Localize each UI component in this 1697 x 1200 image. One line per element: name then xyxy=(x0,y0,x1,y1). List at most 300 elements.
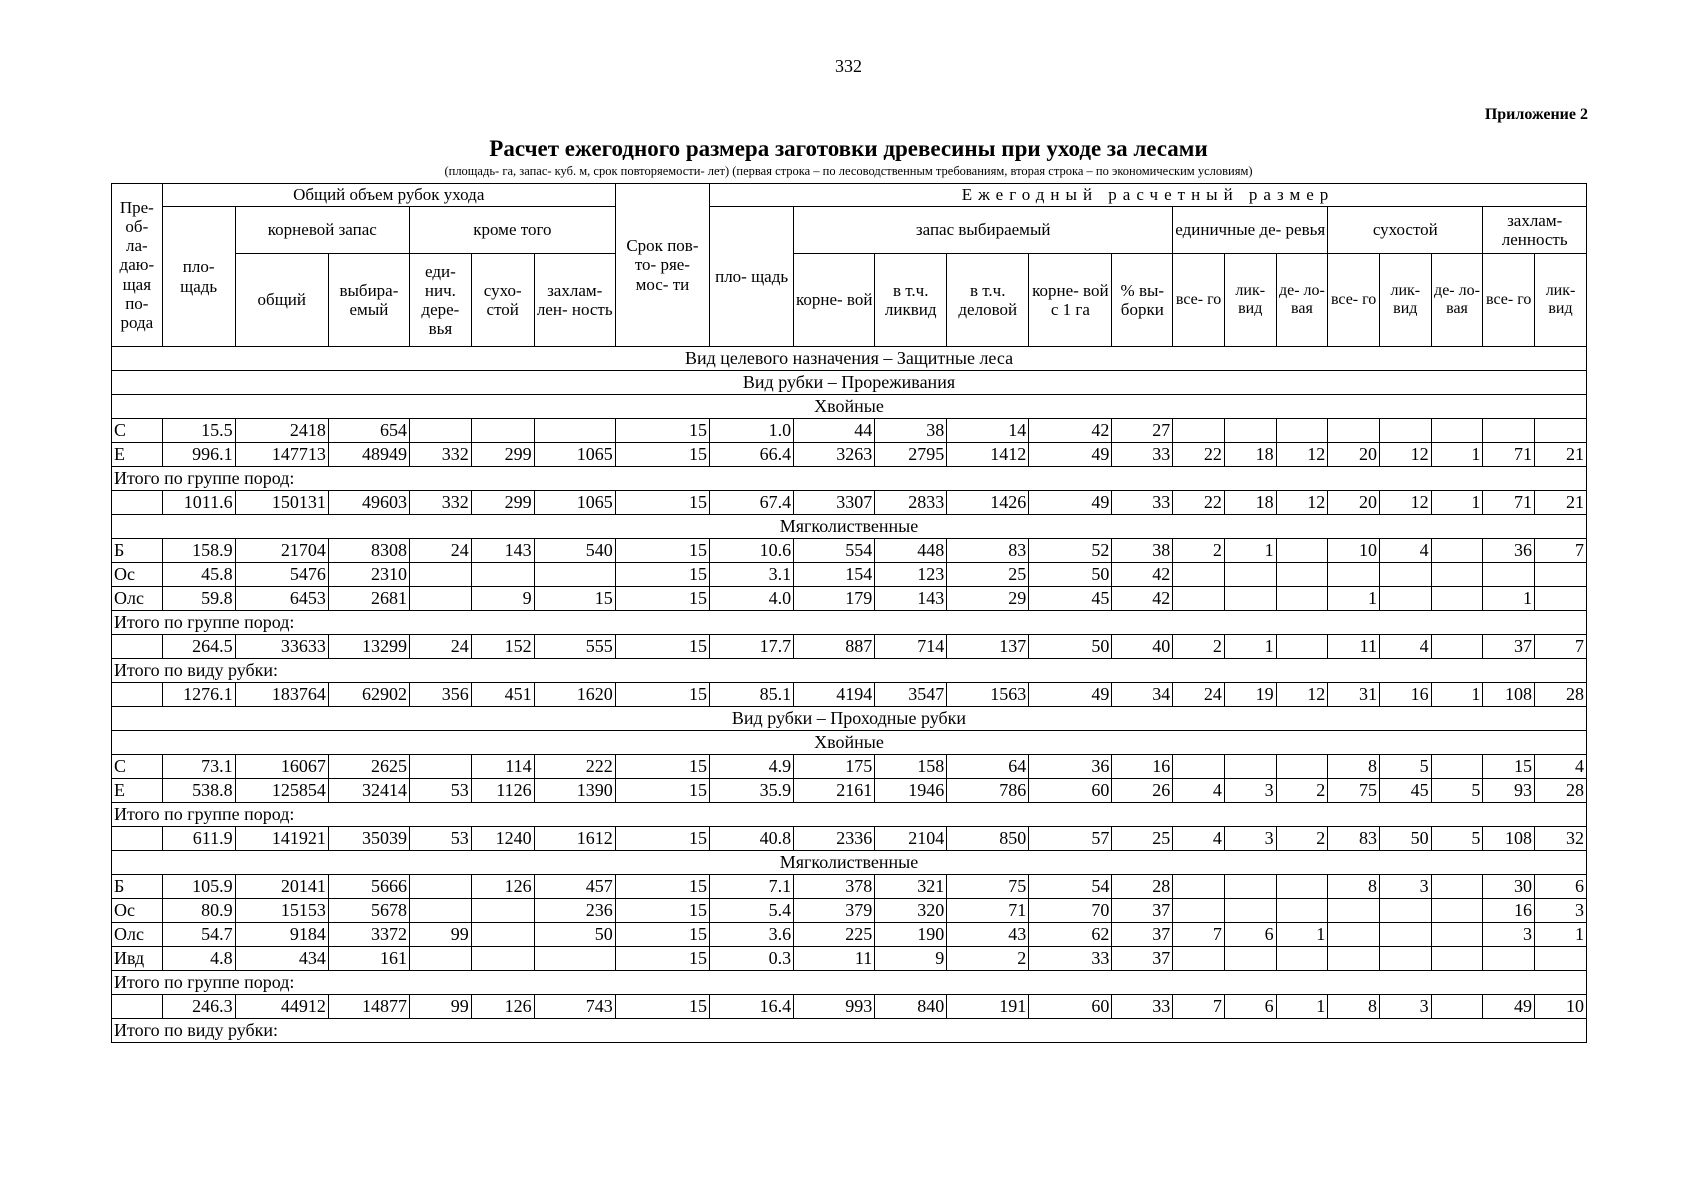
species-cell: Е xyxy=(112,779,163,803)
value-cell: 126 xyxy=(471,995,534,1019)
value-cell: 36 xyxy=(1029,755,1112,779)
value-cell: 15 xyxy=(534,587,615,611)
value-cell: 850 xyxy=(947,827,1029,851)
value-cell: 99 xyxy=(409,923,471,947)
value-cell: 44 xyxy=(794,419,875,443)
value-cell: 15.5 xyxy=(162,419,235,443)
species-cell xyxy=(112,683,163,707)
value-cell: 15 xyxy=(615,587,709,611)
value-cell: 15 xyxy=(615,419,709,443)
value-cell: 236 xyxy=(534,899,615,923)
value-cell: 743 xyxy=(534,995,615,1019)
header-pct-selection: % вы- борки xyxy=(1112,254,1173,347)
value-cell xyxy=(1535,947,1587,971)
table-row xyxy=(112,491,1587,515)
value-cell: 30 xyxy=(1483,875,1535,899)
value-cell: 105.9 xyxy=(162,875,235,899)
value-cell: 2 xyxy=(1173,539,1225,563)
value-cell xyxy=(1431,587,1483,611)
value-cell: 356 xyxy=(409,683,471,707)
value-cell: 3.1 xyxy=(710,563,794,587)
value-cell: 179 xyxy=(794,587,875,611)
value-cell: 5 xyxy=(1431,827,1483,851)
value-cell: 38 xyxy=(1112,539,1173,563)
table-row xyxy=(112,419,1587,443)
value-cell xyxy=(471,899,534,923)
value-cell xyxy=(1276,635,1328,659)
subtotal-label-row xyxy=(112,803,1587,827)
value-cell: 4194 xyxy=(794,683,875,707)
value-cell xyxy=(1431,923,1483,947)
value-cell: 16.4 xyxy=(710,995,794,1019)
value-cell: 191 xyxy=(947,995,1029,1019)
header-root-selected: выбира- емый xyxy=(328,254,409,347)
value-cell: 1 xyxy=(1431,683,1483,707)
header-dead-liquid: лик- вид xyxy=(1379,254,1431,347)
value-cell: 175 xyxy=(794,755,875,779)
value-cell xyxy=(1431,755,1483,779)
value-cell: 18 xyxy=(1224,491,1276,515)
value-cell: 555 xyxy=(534,635,615,659)
value-cell xyxy=(534,563,615,587)
value-cell: 33 xyxy=(1112,443,1173,467)
document-subtitle: (площадь- га, запас- куб. м, срок повторяемости- лет) (первая строка – по лесоводственным требованиям, вторая строка – по экономическим условиям) xyxy=(444,164,1253,178)
section-heading: Вид целевого назначения – Защитные леса xyxy=(112,347,1587,371)
value-cell: 4 xyxy=(1379,635,1431,659)
value-cell: 114 xyxy=(471,755,534,779)
value-cell: 4.9 xyxy=(710,755,794,779)
value-cell: 24 xyxy=(409,635,471,659)
page-number: 332 xyxy=(835,56,862,76)
value-cell: 40.8 xyxy=(710,827,794,851)
value-cell: 42 xyxy=(1112,563,1173,587)
value-cell xyxy=(471,563,534,587)
value-cell: 3307 xyxy=(794,491,875,515)
value-cell xyxy=(1224,899,1276,923)
value-cell: 6 xyxy=(1224,923,1276,947)
value-cell: 123 xyxy=(875,563,947,587)
value-cell: 786 xyxy=(947,779,1029,803)
value-cell xyxy=(1173,875,1225,899)
value-cell: 6453 xyxy=(235,587,328,611)
value-cell: 6 xyxy=(1224,995,1276,1019)
value-cell: 60 xyxy=(1029,995,1112,1019)
section-heading: Вид рубки – Прореживания xyxy=(112,371,1587,395)
header-total-volume: Общий объем рубок ухода xyxy=(162,184,615,207)
value-cell: 14877 xyxy=(328,995,409,1019)
value-cell: 152 xyxy=(471,635,534,659)
value-cell: 52 xyxy=(1029,539,1112,563)
value-cell: 840 xyxy=(875,995,947,1019)
value-cell: 37 xyxy=(1112,947,1173,971)
value-cell xyxy=(1328,563,1380,587)
value-cell: 8 xyxy=(1328,875,1380,899)
value-cell xyxy=(1173,587,1225,611)
species-cell: Ос xyxy=(112,899,163,923)
value-cell: 125854 xyxy=(235,779,328,803)
value-cell: 37 xyxy=(1483,635,1535,659)
value-cell xyxy=(1431,995,1483,1019)
value-cell: 0.3 xyxy=(710,947,794,971)
value-cell xyxy=(1328,419,1380,443)
value-cell: 99 xyxy=(409,995,471,1019)
header-incl-liquid: в т.ч. ликвид xyxy=(875,254,947,347)
value-cell xyxy=(1328,923,1380,947)
table-row xyxy=(112,563,1587,587)
header-single-business: де- ло- вая xyxy=(1276,254,1328,347)
value-cell xyxy=(1276,899,1328,923)
header-single-trees: единичные де- ревья xyxy=(1173,207,1328,254)
species-cell xyxy=(112,491,163,515)
value-cell: 28 xyxy=(1112,875,1173,899)
value-cell: 4 xyxy=(1173,827,1225,851)
section-row xyxy=(112,371,1587,395)
value-cell: 15 xyxy=(615,947,709,971)
value-cell xyxy=(471,923,534,947)
header-besides: кроме того xyxy=(409,207,615,254)
value-cell: 1065 xyxy=(534,491,615,515)
value-cell: 50 xyxy=(534,923,615,947)
value-cell: 16 xyxy=(1379,683,1431,707)
value-cell xyxy=(471,419,534,443)
table-body xyxy=(112,347,1587,1043)
value-cell: 75 xyxy=(947,875,1029,899)
header-area: пло- щадь xyxy=(162,207,235,347)
value-cell: 1946 xyxy=(875,779,947,803)
value-cell: 143 xyxy=(471,539,534,563)
value-cell: 36 xyxy=(1483,539,1535,563)
header-dead-all: все- го xyxy=(1328,254,1380,347)
header-litter-liquid: лик- вид xyxy=(1535,254,1587,347)
value-cell: 75 xyxy=(1328,779,1380,803)
value-cell: 67.4 xyxy=(710,491,794,515)
value-cell: 49 xyxy=(1029,683,1112,707)
value-cell: 20 xyxy=(1328,491,1380,515)
value-cell: 80.9 xyxy=(162,899,235,923)
value-cell: 3 xyxy=(1224,827,1276,851)
value-cell xyxy=(409,419,471,443)
value-cell: 60 xyxy=(1029,779,1112,803)
section-row xyxy=(112,347,1587,371)
value-cell xyxy=(1483,563,1535,587)
subtotal-label-row xyxy=(112,1019,1587,1043)
document-title: Расчет ежегодного размера заготовки древесины при уходе за лесами xyxy=(489,136,1208,161)
value-cell: 15 xyxy=(615,683,709,707)
value-cell: 15153 xyxy=(235,899,328,923)
value-cell: 1.0 xyxy=(710,419,794,443)
value-cell: 1011.6 xyxy=(162,491,235,515)
value-cell xyxy=(1431,875,1483,899)
value-cell: 21 xyxy=(1535,443,1587,467)
value-cell: 15 xyxy=(615,443,709,467)
value-cell: 1 xyxy=(1535,923,1587,947)
value-cell: 24 xyxy=(409,539,471,563)
value-cell: 12 xyxy=(1276,443,1328,467)
value-cell: 332 xyxy=(409,491,471,515)
section-row xyxy=(112,731,1587,755)
value-cell: 1 xyxy=(1276,923,1328,947)
value-cell: 45.8 xyxy=(162,563,235,587)
value-cell: 50 xyxy=(1029,635,1112,659)
value-cell: 27 xyxy=(1112,419,1173,443)
species-cell: Е xyxy=(112,443,163,467)
value-cell: 1 xyxy=(1224,635,1276,659)
table-row xyxy=(112,539,1587,563)
value-cell: 7 xyxy=(1173,995,1225,1019)
value-cell: 264.5 xyxy=(162,635,235,659)
value-cell: 2310 xyxy=(328,563,409,587)
value-cell: 1240 xyxy=(471,827,534,851)
value-cell: 14 xyxy=(947,419,1029,443)
value-cell: 1276.1 xyxy=(162,683,235,707)
value-cell: 7 xyxy=(1535,635,1587,659)
value-cell: 17.7 xyxy=(710,635,794,659)
value-cell: 26 xyxy=(1112,779,1173,803)
value-cell: 1612 xyxy=(534,827,615,851)
subtotal-label: Итого по группе пород: xyxy=(112,971,1587,995)
value-cell: 2104 xyxy=(875,827,947,851)
value-cell xyxy=(1431,563,1483,587)
value-cell: 33 xyxy=(1112,491,1173,515)
section-heading: Мягколиственные xyxy=(112,851,1587,875)
value-cell: 49603 xyxy=(328,491,409,515)
value-cell: 25 xyxy=(947,563,1029,587)
value-cell: 540 xyxy=(534,539,615,563)
value-cell: 49 xyxy=(1029,443,1112,467)
value-cell: 2336 xyxy=(794,827,875,851)
value-cell: 42 xyxy=(1112,587,1173,611)
value-cell: 2418 xyxy=(235,419,328,443)
value-cell: 48949 xyxy=(328,443,409,467)
value-cell: 15 xyxy=(615,491,709,515)
value-cell: 126 xyxy=(471,875,534,899)
value-cell: 3 xyxy=(1483,923,1535,947)
value-cell xyxy=(1379,419,1431,443)
value-cell: 9184 xyxy=(235,923,328,947)
value-cell: 1 xyxy=(1328,587,1380,611)
section-row xyxy=(112,515,1587,539)
value-cell: 70 xyxy=(1029,899,1112,923)
value-cell: 50 xyxy=(1379,827,1431,851)
section-row xyxy=(112,851,1587,875)
value-cell xyxy=(1173,899,1225,923)
value-cell: 1620 xyxy=(534,683,615,707)
value-cell: 1426 xyxy=(947,491,1029,515)
species-cell: Б xyxy=(112,875,163,899)
value-cell: 3372 xyxy=(328,923,409,947)
value-cell xyxy=(1173,563,1225,587)
value-cell: 57 xyxy=(1029,827,1112,851)
value-cell: 457 xyxy=(534,875,615,899)
value-cell: 2681 xyxy=(328,587,409,611)
species-cell xyxy=(112,827,163,851)
value-cell: 40 xyxy=(1112,635,1173,659)
value-cell: 15 xyxy=(615,539,709,563)
species-cell: Олс xyxy=(112,587,163,611)
value-cell xyxy=(1224,419,1276,443)
value-cell: 71 xyxy=(1483,443,1535,467)
header-annual-area: пло- щадь xyxy=(710,207,794,347)
value-cell: 15 xyxy=(615,827,709,851)
value-cell: 7.1 xyxy=(710,875,794,899)
subtotal-label: Итого по группе пород: xyxy=(112,803,1587,827)
subtotal-label-row xyxy=(112,611,1587,635)
value-cell: 5.4 xyxy=(710,899,794,923)
value-cell: 33633 xyxy=(235,635,328,659)
value-cell xyxy=(1431,539,1483,563)
value-cell: 4.8 xyxy=(162,947,235,971)
value-cell: 25 xyxy=(1112,827,1173,851)
value-cell: 15 xyxy=(615,923,709,947)
table-row xyxy=(112,779,1587,803)
value-cell: 22 xyxy=(1173,443,1225,467)
value-cell: 1 xyxy=(1431,443,1483,467)
value-cell: 45 xyxy=(1379,779,1431,803)
subtotal-label-row xyxy=(112,467,1587,491)
species-cell: Б xyxy=(112,539,163,563)
value-cell: 4 xyxy=(1535,755,1587,779)
value-cell: 5666 xyxy=(328,875,409,899)
value-cell: 5 xyxy=(1431,779,1483,803)
value-cell: 434 xyxy=(235,947,328,971)
value-cell: 15 xyxy=(615,755,709,779)
value-cell: 222 xyxy=(534,755,615,779)
value-cell: 4 xyxy=(1379,539,1431,563)
header-litter-small: захлам- лен- ность xyxy=(534,254,615,347)
section-heading: Вид рубки – Проходные рубки xyxy=(112,707,1587,731)
value-cell: 15 xyxy=(615,995,709,1019)
value-cell: 93 xyxy=(1483,779,1535,803)
value-cell: 1390 xyxy=(534,779,615,803)
value-cell xyxy=(1224,755,1276,779)
value-cell: 49 xyxy=(1483,995,1535,1019)
species-cell xyxy=(112,995,163,1019)
value-cell xyxy=(1173,947,1225,971)
section-heading: Мягколиственные xyxy=(112,515,1587,539)
value-cell xyxy=(1276,563,1328,587)
header-period: Срок пов- то- ряе- мос- ти xyxy=(615,184,709,347)
table-row xyxy=(112,755,1587,779)
value-cell: 12 xyxy=(1379,491,1431,515)
value-cell: 158 xyxy=(875,755,947,779)
value-cell: 183764 xyxy=(235,683,328,707)
value-cell: 71 xyxy=(1483,491,1535,515)
value-cell xyxy=(1431,947,1483,971)
value-cell xyxy=(1173,755,1225,779)
value-cell: 3 xyxy=(1379,995,1431,1019)
value-cell xyxy=(1379,587,1431,611)
section-row xyxy=(112,395,1587,419)
value-cell xyxy=(1224,875,1276,899)
value-cell xyxy=(409,563,471,587)
value-cell: 28 xyxy=(1535,683,1587,707)
value-cell: 141921 xyxy=(235,827,328,851)
value-cell xyxy=(1483,947,1535,971)
value-cell: 1563 xyxy=(947,683,1029,707)
value-cell xyxy=(1379,563,1431,587)
value-cell: 15 xyxy=(615,779,709,803)
value-cell xyxy=(1276,539,1328,563)
header-dead-business: де- ло- вая xyxy=(1431,254,1483,347)
species-cell: С xyxy=(112,419,163,443)
section-row xyxy=(112,707,1587,731)
species-cell: Ос xyxy=(112,563,163,587)
value-cell: 3263 xyxy=(794,443,875,467)
value-cell: 49 xyxy=(1029,491,1112,515)
value-cell: 44912 xyxy=(235,995,328,1019)
value-cell: 21 xyxy=(1535,491,1587,515)
header-incl-business: в т.ч. деловой xyxy=(947,254,1029,347)
value-cell: 299 xyxy=(471,443,534,467)
header-single-trees-small: еди- нич. дере- вья xyxy=(409,254,471,347)
value-cell xyxy=(409,875,471,899)
value-cell: 38 xyxy=(875,419,947,443)
value-cell: 2795 xyxy=(875,443,947,467)
value-cell: 246.3 xyxy=(162,995,235,1019)
value-cell: 3547 xyxy=(875,683,947,707)
value-cell: 33 xyxy=(1029,947,1112,971)
value-cell xyxy=(1224,947,1276,971)
value-cell: 6 xyxy=(1535,875,1587,899)
subtotal-label: Итого по группе пород: xyxy=(112,467,1587,491)
value-cell: 1 xyxy=(1431,491,1483,515)
value-cell xyxy=(1276,419,1328,443)
value-cell: 21704 xyxy=(235,539,328,563)
value-cell: 158.9 xyxy=(162,539,235,563)
value-cell xyxy=(409,947,471,971)
value-cell: 9 xyxy=(471,587,534,611)
value-cell: 37 xyxy=(1112,899,1173,923)
header-single-all: все- го xyxy=(1173,254,1225,347)
value-cell: 2 xyxy=(947,947,1029,971)
value-cell: 31 xyxy=(1328,683,1380,707)
value-cell: 15 xyxy=(615,899,709,923)
value-cell: 50 xyxy=(1029,563,1112,587)
value-cell xyxy=(1379,947,1431,971)
value-cell: 108 xyxy=(1483,827,1535,851)
subtotal-label-row xyxy=(112,971,1587,995)
value-cell xyxy=(1431,635,1483,659)
value-cell: 7 xyxy=(1173,923,1225,947)
value-cell: 54.7 xyxy=(162,923,235,947)
value-cell: 22 xyxy=(1173,491,1225,515)
value-cell: 28 xyxy=(1535,779,1587,803)
value-cell: 15 xyxy=(615,563,709,587)
value-cell: 29 xyxy=(947,587,1029,611)
value-cell: 5 xyxy=(1379,755,1431,779)
value-cell: 714 xyxy=(875,635,947,659)
value-cell: 35039 xyxy=(328,827,409,851)
value-cell: 11 xyxy=(1328,635,1380,659)
header-annual: Ежегодный расчетный размер xyxy=(710,184,1587,207)
table-row xyxy=(112,827,1587,851)
value-cell: 83 xyxy=(947,539,1029,563)
value-cell: 321 xyxy=(875,875,947,899)
value-cell: 1 xyxy=(1224,539,1276,563)
value-cell xyxy=(1328,947,1380,971)
value-cell: 32414 xyxy=(328,779,409,803)
value-cell: 53 xyxy=(409,827,471,851)
harvest-table xyxy=(111,183,1587,1043)
value-cell: 33 xyxy=(1112,995,1173,1019)
species-cell: С xyxy=(112,755,163,779)
value-cell: 59.8 xyxy=(162,587,235,611)
value-cell: 3 xyxy=(1535,899,1587,923)
header-litter: захлам- ленность xyxy=(1483,207,1587,254)
value-cell xyxy=(1483,419,1535,443)
table-row xyxy=(112,587,1587,611)
value-cell: 15 xyxy=(615,635,709,659)
